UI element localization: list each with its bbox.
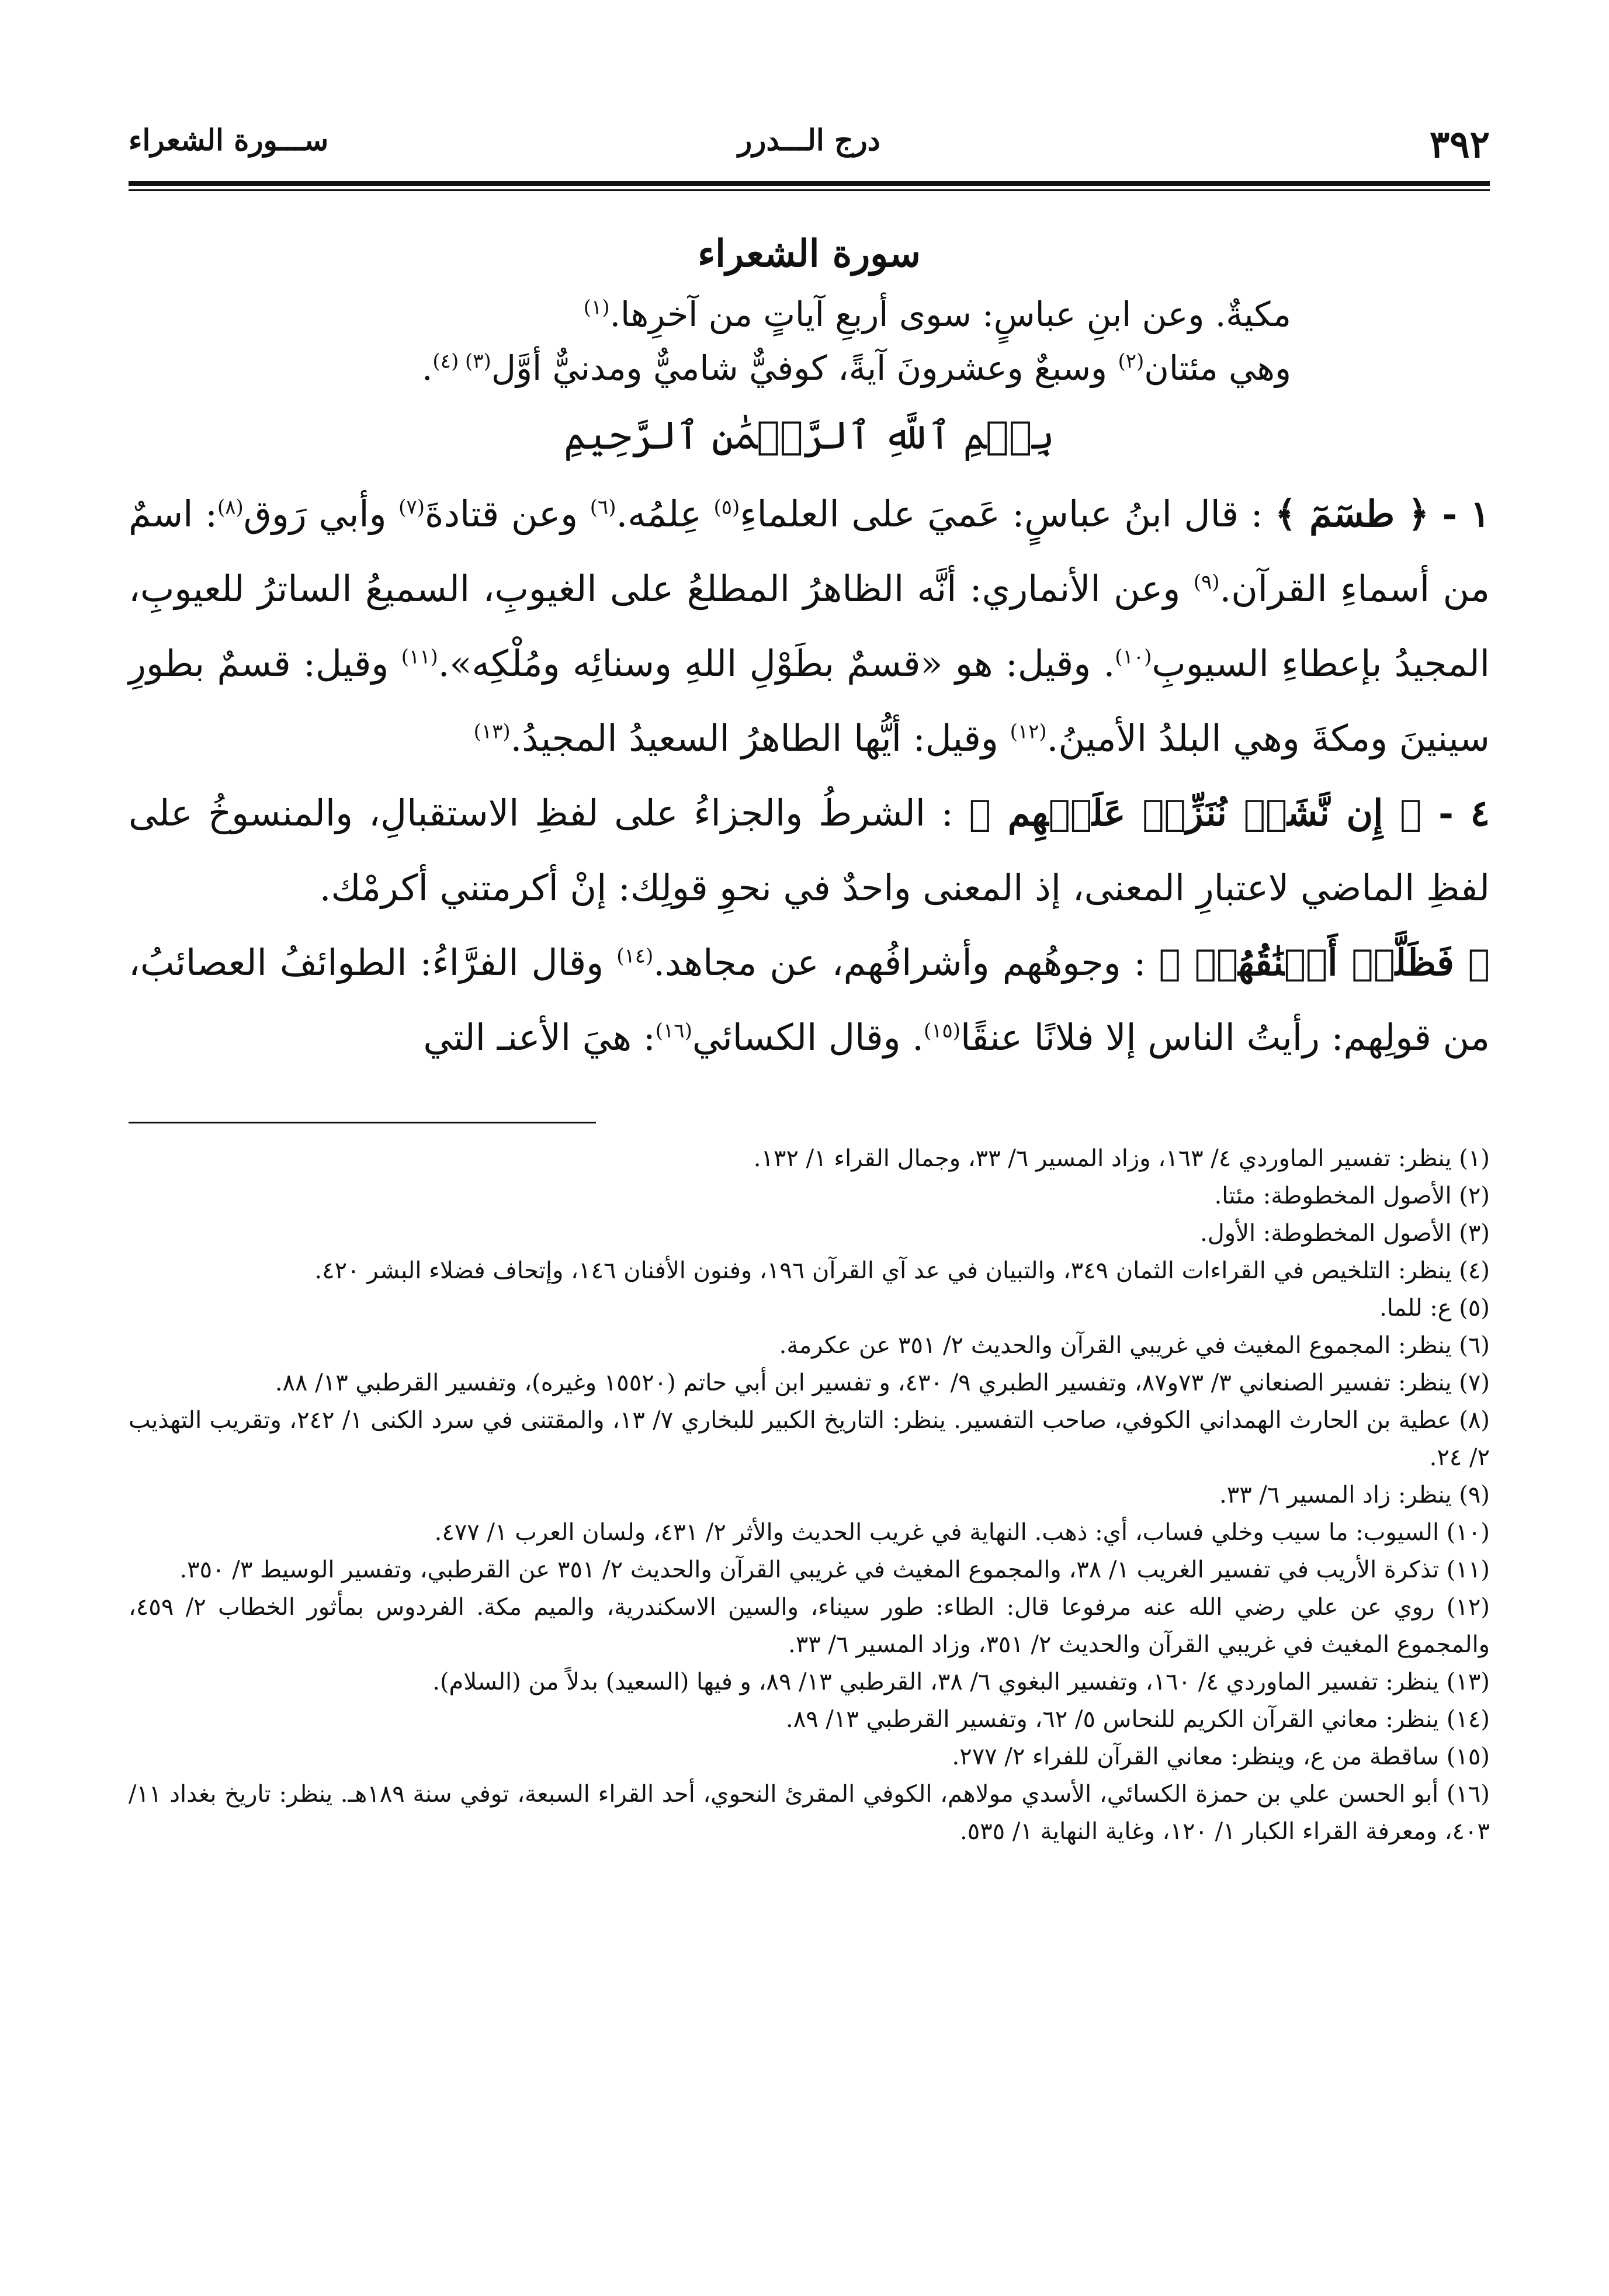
paragraph-verse-4: ٤ - ﴿ إِن نَّشَأۡ نُنَزِّلۡ عَلَيۡهِم ﴾ : الشرطُ والجزاءُ على لفظِ الاستقبالِ، والمنسوخُ على لفظِ الماضي لاعتبارِ المعنى، إذ المعنى واحدٌ في نحوِ قولِك: إنْ أكرمتني أكرمْك.	[129, 792, 1490, 909]
intro-line-2: وهي مئتان$^{(٢)}$ وسبعٌ وعشرونَ آيةً، كوفيٌّ شاميٌّ ومدنيٌّ أوَّل$^{(٣) (٤)}$.	[421, 348, 1291, 388]
footnote-ref: (٢)	[1118, 349, 1145, 373]
page-header	[129, 117, 1490, 181]
footnote: (٦) ينظر: المجموع المغيث في غريبي القرآن والحديث ٢/ ٣٥١ عن عكرمة.	[779, 1332, 1490, 1359]
paragraph-verse-1: ١ - ﴿ طسٓمٓ ﴾ : قال ابنُ عباسٍ: عَميَ على العلماءِ$^{(٥)}$ عِلمُه.$^{(٦)}$ وعن قتادةَ$^{(٧)}$ وأبي رَوق$^{(٨)}$: اسمٌ من أسماءِ القرآن.$^{(٩)}$ وعن الأنماري: أنَّه الظاهرُ المطلعُ على الغيوبِ، السميعُ الساترُ للعيوبِ، المجيدُ بإعطاءِ السيوبِ$^{(١٠)}$. وقيل: هو «قسمٌ بطَوْلِ اللهِ وسنائِه ومُلْكِه».$^{(١١)}$ وقيل: قسمٌ بطورِ سينينَ ومكةَ وهي البلدُ الأمينُ.$^{(١٢)}$ وقيل: أيُّها الطاهرُ السعيدُ المجيدُ.$^{(١٣)}$	[129, 493, 1490, 759]
quran-verse: ﴿ فَظَلَّتۡ أَعۡنَٰقُهُمۡ ﴾	[1159, 941, 1490, 984]
header-rule-thin	[129, 189, 1490, 191]
intro-line-1: مكيةٌ. وعن ابنِ عباسٍ: سوى أربعِ آياتٍ من آخرِها.$^{(١)}$	[583, 294, 1291, 334]
quran-verse: ٤ - ﴿ إِن نَّشَأۡ نُنَزِّلۡ عَلَيۡهِم ﴾	[969, 792, 1490, 834]
footnote-separator	[129, 1122, 596, 1123]
surah-intro	[129, 287, 1490, 395]
footnote: (١٤) ينظر: معاني القرآن الكريم للنحاس ٥/ ٦٢، وتفسير القرطبي ١٣/ ٨٩.	[786, 1706, 1490, 1733]
basmala: بِسۡمِ ٱللَّهِ ٱلرَّحۡمَٰنِ ٱلرَّحِيمِ	[563, 413, 1055, 458]
footnote: (٨) عطية بن الحارث الهمداني الكوفي، صاحب التفسير. ينظر: التاريخ الكبير للبخاري ٧/ ١٣، والمقتنى في سرد الكنى ١/ ٢٤٢، وتقريب التهذيب ٢/ ٢٤.	[129, 1407, 1490, 1471]
main-text	[129, 477, 1490, 1075]
footnote: (١٣) ينظر: تفسير الماوردي ٤/ ١٦٠، وتفسير البغوي ٦/ ٣٨، القرطبي ١٣/ ٨٩، و فيها (السعيد) بدلاً من (السلام).	[432, 1669, 1490, 1695]
footnote: (٢) الأصول المخطوطة: مئتا.	[1214, 1182, 1490, 1209]
running-title-surah: ســـورة الشعراء	[129, 123, 329, 157]
running-title-book: درج الـــدرر	[738, 123, 880, 157]
footnote-ref: (٣) (٤)	[432, 349, 491, 373]
quran-verse: ١ - ﴿ طسٓمٓ ﴾	[1275, 493, 1490, 535]
footnote-ref: (١)	[583, 296, 610, 320]
footnote: (٣) الأصول المخطوطة: الأول.	[1200, 1220, 1490, 1247]
footnote: (١٢) روي عن علي رضي الله عنه مرفوعا قال: الطاء: طور سيناء، والسين الاسكندرية، والميم مكة. الفردوس بمأثور الخطاب ٢/ ٤٥٩، والمجموع المغيث في غريبي القرآن والحديث ٢/ ٣٥١، وزاد المسير ٦/ ٣٣.	[129, 1594, 1490, 1658]
footnote: (٤) ينظر: التلخيص في القراءات الثمان ٣٤٩، والتبيان في عد آي القرآن ١٩٦، وفنون الأفنان ١٤٦، وإتحاف فضلاء البشر ٤٢٠.	[314, 1257, 1490, 1284]
footnote: (١٠) السيوب: ما سيب وخلي فساب، أي: ذهب. النهاية في غريب الحديث والأثر ٢/ ٤٣١، ولسان العرب ١/ ٤٧٧.	[434, 1519, 1490, 1546]
footnote: (١) ينظر: تفسير الماوردي ٤/ ١٦٣، وزاد المسير ٦/ ٣٣، وجمال القراء ١/ ١٣٢.	[753, 1145, 1490, 1172]
footnote: (١٦) أبو الحسن علي بن حمزة الكسائي، الأسدي مولاهم، الكوفي المقرئ النحوي، أحد القراء السبعة، توفي سنة ١٨٩هـ. ينظر: تاريخ بغداد ١١/ ٤٠٣، ومعرفة القراء الكبار ١/ ١٢٠، وغاية النهاية ١/ ٥٣٥.	[129, 1781, 1490, 1845]
page-number: ٣٩٢	[1429, 123, 1490, 167]
surah-title: سورة الشعراء	[698, 232, 921, 276]
page	[129, 117, 1490, 1850]
footnote: (٧) ينظر: تفسير الصنعاني ٣/ ٧٣و٨٧، وتفسير الطبري ٩/ ٤٣٠، و تفسير ابن أبي حاتم (١٥٥٢٠ وغيره)، وتفسير القرطبي ١٣/ ٨٨.	[275, 1369, 1490, 1396]
footnote: (٥) ع: للما.	[1379, 1295, 1490, 1322]
paragraph-verse-4b: ﴿ فَظَلَّتۡ أَعۡنَٰقُهُمۡ ﴾ : وجوهُهم وأشرافُهم، عن مجاهد.$^{(١٤)}$ وقال الفرَّاءُ: الطوائفُ العصائبُ، من قولِهم: رأيتُ الناس إلا فلانًا عنقًا$^{(١٥)}$. وقال الكسائي$^{(١٦)}$: هيَ الأعنـ التي	[129, 941, 1490, 1059]
footnote: (١١) تذكرة الأريب في تفسير الغريب ١/ ٣٨، والمجموع المغيث في غريبي القرآن والحديث ٢/ ٣٥١ عن القرطبي، وتفسير الوسيط ٣/ ٣٥٠.	[179, 1556, 1490, 1583]
footnote: (٩) ينظر: زاد المسير ٦/ ٣٣.	[1219, 1482, 1490, 1508]
footnote: (١٥) ساقطة من ع، وينظر: معاني القرآن للفراء ٢/ ٢٧٧.	[952, 1743, 1490, 1770]
header-rule-thick	[129, 181, 1490, 186]
footnotes	[129, 1140, 1490, 1850]
